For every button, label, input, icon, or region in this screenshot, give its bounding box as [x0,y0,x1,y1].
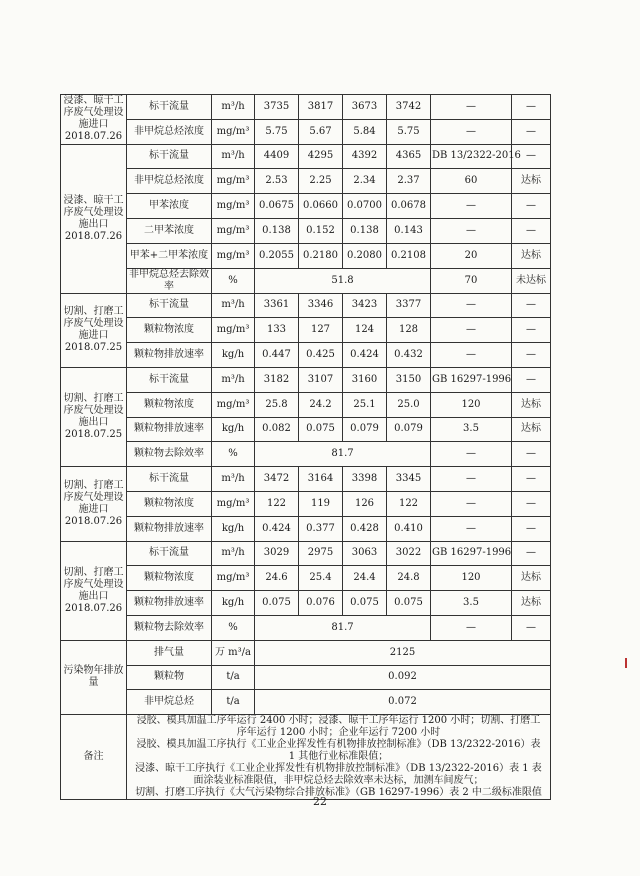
table-row [61,367,551,392]
efficiency-value-cell: 81.7 [255,442,431,467]
table-row [61,119,551,144]
result-cell: — [512,615,551,640]
standard-cell: 120 [431,566,512,591]
table-row [61,293,551,318]
location-cell: 浸漆、晾干工序废气处理设施进口2018.07.26 [61,95,127,145]
item-cell: 颗粒物去除效率 [127,442,212,467]
unit-cell: kg/h [212,591,255,616]
result-cell: — [512,194,551,219]
item-cell: 颗粒物浓度 [127,566,212,591]
standard-cell: DB 13/2322-2016 [431,144,512,169]
value-cell: 5.84 [343,119,387,144]
monitoring-results-table [60,94,551,800]
result-cell: — [512,467,551,492]
value-cell: 24.6 [255,566,299,591]
value-cell: 25.8 [255,392,299,417]
value-cell: 3361 [255,293,299,318]
table-row [61,268,551,293]
location-cell: 切割、打磨工序废气处理设施进口2018.07.26 [61,467,127,541]
standard-cell: 20 [431,243,512,268]
result-cell: — [512,95,551,120]
notes-row [61,715,551,800]
efficiency-value-cell: 51.8 [255,268,431,293]
unit-cell: t/a [212,690,255,715]
result-cell: 达标 [512,566,551,591]
value-cell: 0.424 [255,516,299,541]
value-cell: 5.75 [255,119,299,144]
unit-cell: t/a [212,665,255,690]
value-cell: 3022 [387,541,431,566]
value-cell: 119 [299,491,343,516]
value-cell: 124 [343,318,387,343]
value-cell: 0.079 [387,417,431,442]
result-cell: 达标 [512,169,551,194]
result-cell: — [512,293,551,318]
value-cell: 3063 [343,541,387,566]
item-cell: 颗粒物浓度 [127,491,212,516]
value-cell: 0.079 [343,417,387,442]
item-cell: 排气量 [127,640,212,665]
note-line: 面涂装业标准限值，非甲烷总烃去除效率未达标，加测车间废气； [193,775,484,787]
location-cell: 浸漆、晾干工序废气处理设施出口2018.07.26 [61,144,127,293]
notes-label: 备注 [61,715,127,800]
standard-cell: — [431,467,512,492]
table-row [61,144,551,169]
value-cell: 0.138 [343,218,387,243]
item-cell: 颗粒物排放速率 [127,516,212,541]
item-cell: 标干流量 [127,541,212,566]
item-cell: 非甲烷总烃浓度 [127,119,212,144]
value-cell: 0.075 [387,591,431,616]
unit-cell: 万 m³/a [212,640,255,665]
table-row [61,95,551,120]
value-cell: 126 [343,491,387,516]
value-cell: 3472 [255,467,299,492]
value-cell: 3817 [299,95,343,120]
unit-cell: mg/m³ [212,218,255,243]
note-line: 序年运行 1200 小时；企业年运行 7200 小时 [236,727,441,739]
unit-cell: m³/h [212,144,255,169]
unit-cell: kg/h [212,417,255,442]
value-cell: 127 [299,318,343,343]
value-cell: 0.377 [299,516,343,541]
value-cell: 0.2180 [299,243,343,268]
table-row [61,243,551,268]
note-line: 切割、打磨工序执行《大气污染物综合排放标准》（GB 16297-1996）表 2 中二级标准限值 [135,787,542,799]
unit-cell: mg/m³ [212,392,255,417]
unit-cell: % [212,615,255,640]
value-cell: 0.447 [255,343,299,368]
note-line: 1 其他行业标准限值； [288,751,389,763]
item-cell: 非甲烷总烃浓度 [127,169,212,194]
value-cell: 5.67 [299,119,343,144]
item-cell: 颗粒物排放速率 [127,417,212,442]
value-cell: 0.0700 [343,194,387,219]
standard-cell: GB 16297-1996 [431,541,512,566]
value-cell: 24.8 [387,566,431,591]
location-cell: 切割、打磨工序废气处理设施进口2018.07.25 [61,293,127,367]
unit-cell: mg/m³ [212,119,255,144]
value-cell: 5.75 [387,119,431,144]
value-cell: 2.37 [387,169,431,194]
result-cell: — [512,367,551,392]
unit-cell: mg/m³ [212,491,255,516]
item-cell: 颗粒物去除效率 [127,615,212,640]
value-cell: 3029 [255,541,299,566]
value-cell: 3160 [343,367,387,392]
item-cell: 颗粒物 [127,665,212,690]
unit-cell: % [212,268,255,293]
value-cell: 0.432 [387,343,431,368]
item-cell: 颗粒物浓度 [127,392,212,417]
value-cell: 0.410 [387,516,431,541]
value-cell: 0.143 [387,218,431,243]
standard-cell: 3.5 [431,591,512,616]
value-cell: 3673 [343,95,387,120]
value-cell: 3150 [387,367,431,392]
efficiency-value-cell: 81.7 [255,615,431,640]
value-cell: 0.0660 [299,194,343,219]
value-cell: 0.424 [343,343,387,368]
item-cell: 颗粒物浓度 [127,318,212,343]
item-cell: 标干流量 [127,144,212,169]
value-cell: 0.2055 [255,243,299,268]
result-cell: — [512,541,551,566]
result-cell: 达标 [512,591,551,616]
value-cell: 3398 [343,467,387,492]
unit-cell: m³/h [212,367,255,392]
value-cell: 25.4 [299,566,343,591]
value-cell: 0.152 [299,218,343,243]
unit-cell: m³/h [212,467,255,492]
value-cell: 24.4 [343,566,387,591]
table-row [61,690,551,715]
value-cell: 25.0 [387,392,431,417]
table-row [61,566,551,591]
table-body [61,95,551,800]
standard-cell: 60 [431,169,512,194]
table-row [61,218,551,243]
note-line: 浸胶、模具加温工序年运行 2400 小时；浸漆、晾干工序年运行 1200 小时；切割、打磨工 [136,715,541,727]
result-cell: 达标 [512,417,551,442]
value-cell: 0.2108 [387,243,431,268]
unit-cell: mg/m³ [212,243,255,268]
unit-cell: m³/h [212,95,255,120]
standard-cell: — [431,442,512,467]
value-cell: 2.34 [343,169,387,194]
value-cell: 0.075 [299,417,343,442]
standard-cell: 3.5 [431,417,512,442]
item-cell: 非甲烷总烃去除效率 [127,268,212,293]
item-cell: 甲苯浓度 [127,194,212,219]
value-cell: 0.0678 [387,194,431,219]
result-cell: — [512,218,551,243]
value-cell: 128 [387,318,431,343]
value-cell: 3182 [255,367,299,392]
table-row [61,615,551,640]
table-row [61,640,551,665]
table-row [61,343,551,368]
table-row [61,541,551,566]
standard-cell: — [431,119,512,144]
table-row [61,467,551,492]
value-cell: 3735 [255,95,299,120]
unit-cell: kg/h [212,516,255,541]
value-cell: 25.1 [343,392,387,417]
value-cell: 3345 [387,467,431,492]
value-cell: 2975 [299,541,343,566]
result-cell: 未达标 [512,268,551,293]
unit-cell: mg/m³ [212,566,255,591]
result-cell: — [512,442,551,467]
value-cell: 0.082 [255,417,299,442]
unit-cell: % [212,442,255,467]
result-cell: — [512,318,551,343]
item-cell: 标干流量 [127,95,212,120]
table-row [61,417,551,442]
page-number: 22 [313,795,327,808]
standard-cell: — [431,491,512,516]
notes-content [127,715,551,800]
value-cell: 0.0675 [255,194,299,219]
table-row [61,665,551,690]
value-cell: 2.25 [299,169,343,194]
margin-mark [625,658,627,668]
table-row [61,318,551,343]
result-cell: — [512,516,551,541]
standard-cell: — [431,318,512,343]
value-cell: 122 [387,491,431,516]
result-cell: — [512,144,551,169]
value-cell: 4392 [343,144,387,169]
standard-cell: GB 16297-1996 [431,367,512,392]
item-cell: 颗粒物排放速率 [127,343,212,368]
value-cell: 4409 [255,144,299,169]
value-cell: 0.428 [343,516,387,541]
standard-cell: — [431,343,512,368]
table-row [61,392,551,417]
value-cell: 0.425 [299,343,343,368]
standard-cell: — [431,218,512,243]
result-cell: 达标 [512,392,551,417]
value-cell: 2.53 [255,169,299,194]
table-row [61,491,551,516]
annual-total-cell: 0.092 [255,665,551,690]
table-row [61,169,551,194]
table-row [61,516,551,541]
value-cell: 4295 [299,144,343,169]
unit-cell: m³/h [212,541,255,566]
unit-cell: mg/m³ [212,169,255,194]
unit-cell: mg/m³ [212,194,255,219]
annual-total-cell: 2125 [255,640,551,665]
location-cell: 污染物年排放量 [61,640,127,714]
table-row [61,591,551,616]
unit-cell: m³/h [212,293,255,318]
value-cell: 3107 [299,367,343,392]
value-cell: 3164 [299,467,343,492]
note-line: 浸胶、模具加温工序执行《工业企业挥发性有机物排放控制标准》（DB 13/2322-2016）表 [136,739,541,751]
value-cell: 0.2080 [343,243,387,268]
value-cell: 3742 [387,95,431,120]
value-cell: 0.075 [343,591,387,616]
unit-cell: kg/h [212,343,255,368]
item-cell: 二甲苯浓度 [127,218,212,243]
item-cell: 非甲烷总烃 [127,690,212,715]
location-cell: 切割、打磨工序废气处理设施出口2018.07.25 [61,367,127,466]
value-cell: 133 [255,318,299,343]
standard-cell: — [431,615,512,640]
item-cell: 甲苯+二甲苯浓度 [127,243,212,268]
annual-total-cell: 0.072 [255,690,551,715]
value-cell: 24.2 [299,392,343,417]
standard-cell: 120 [431,392,512,417]
value-cell: 122 [255,491,299,516]
value-cell: 0.076 [299,591,343,616]
result-cell: — [512,491,551,516]
standard-cell: — [431,95,512,120]
standard-cell: — [431,516,512,541]
item-cell: 标干流量 [127,367,212,392]
location-cell: 切割、打磨工序废气处理设施出口2018.07.26 [61,541,127,640]
value-cell: 0.138 [255,218,299,243]
result-cell: — [512,119,551,144]
value-cell: 3346 [299,293,343,318]
standard-cell: 70 [431,268,512,293]
note-line: 浸漆、晾干工序执行《工业企业挥发性有机物排放控制标准》（DB 13/2322-2016）表 1 表 [135,763,542,775]
standard-cell: — [431,194,512,219]
standard-cell: — [431,293,512,318]
table-row [61,194,551,219]
result-cell: 达标 [512,243,551,268]
value-cell: 3377 [387,293,431,318]
item-cell: 标干流量 [127,467,212,492]
value-cell: 0.075 [255,591,299,616]
item-cell: 标干流量 [127,293,212,318]
item-cell: 颗粒物排放速率 [127,591,212,616]
unit-cell: mg/m³ [212,318,255,343]
value-cell: 3423 [343,293,387,318]
table-row [61,442,551,467]
value-cell: 4365 [387,144,431,169]
result-cell: — [512,343,551,368]
